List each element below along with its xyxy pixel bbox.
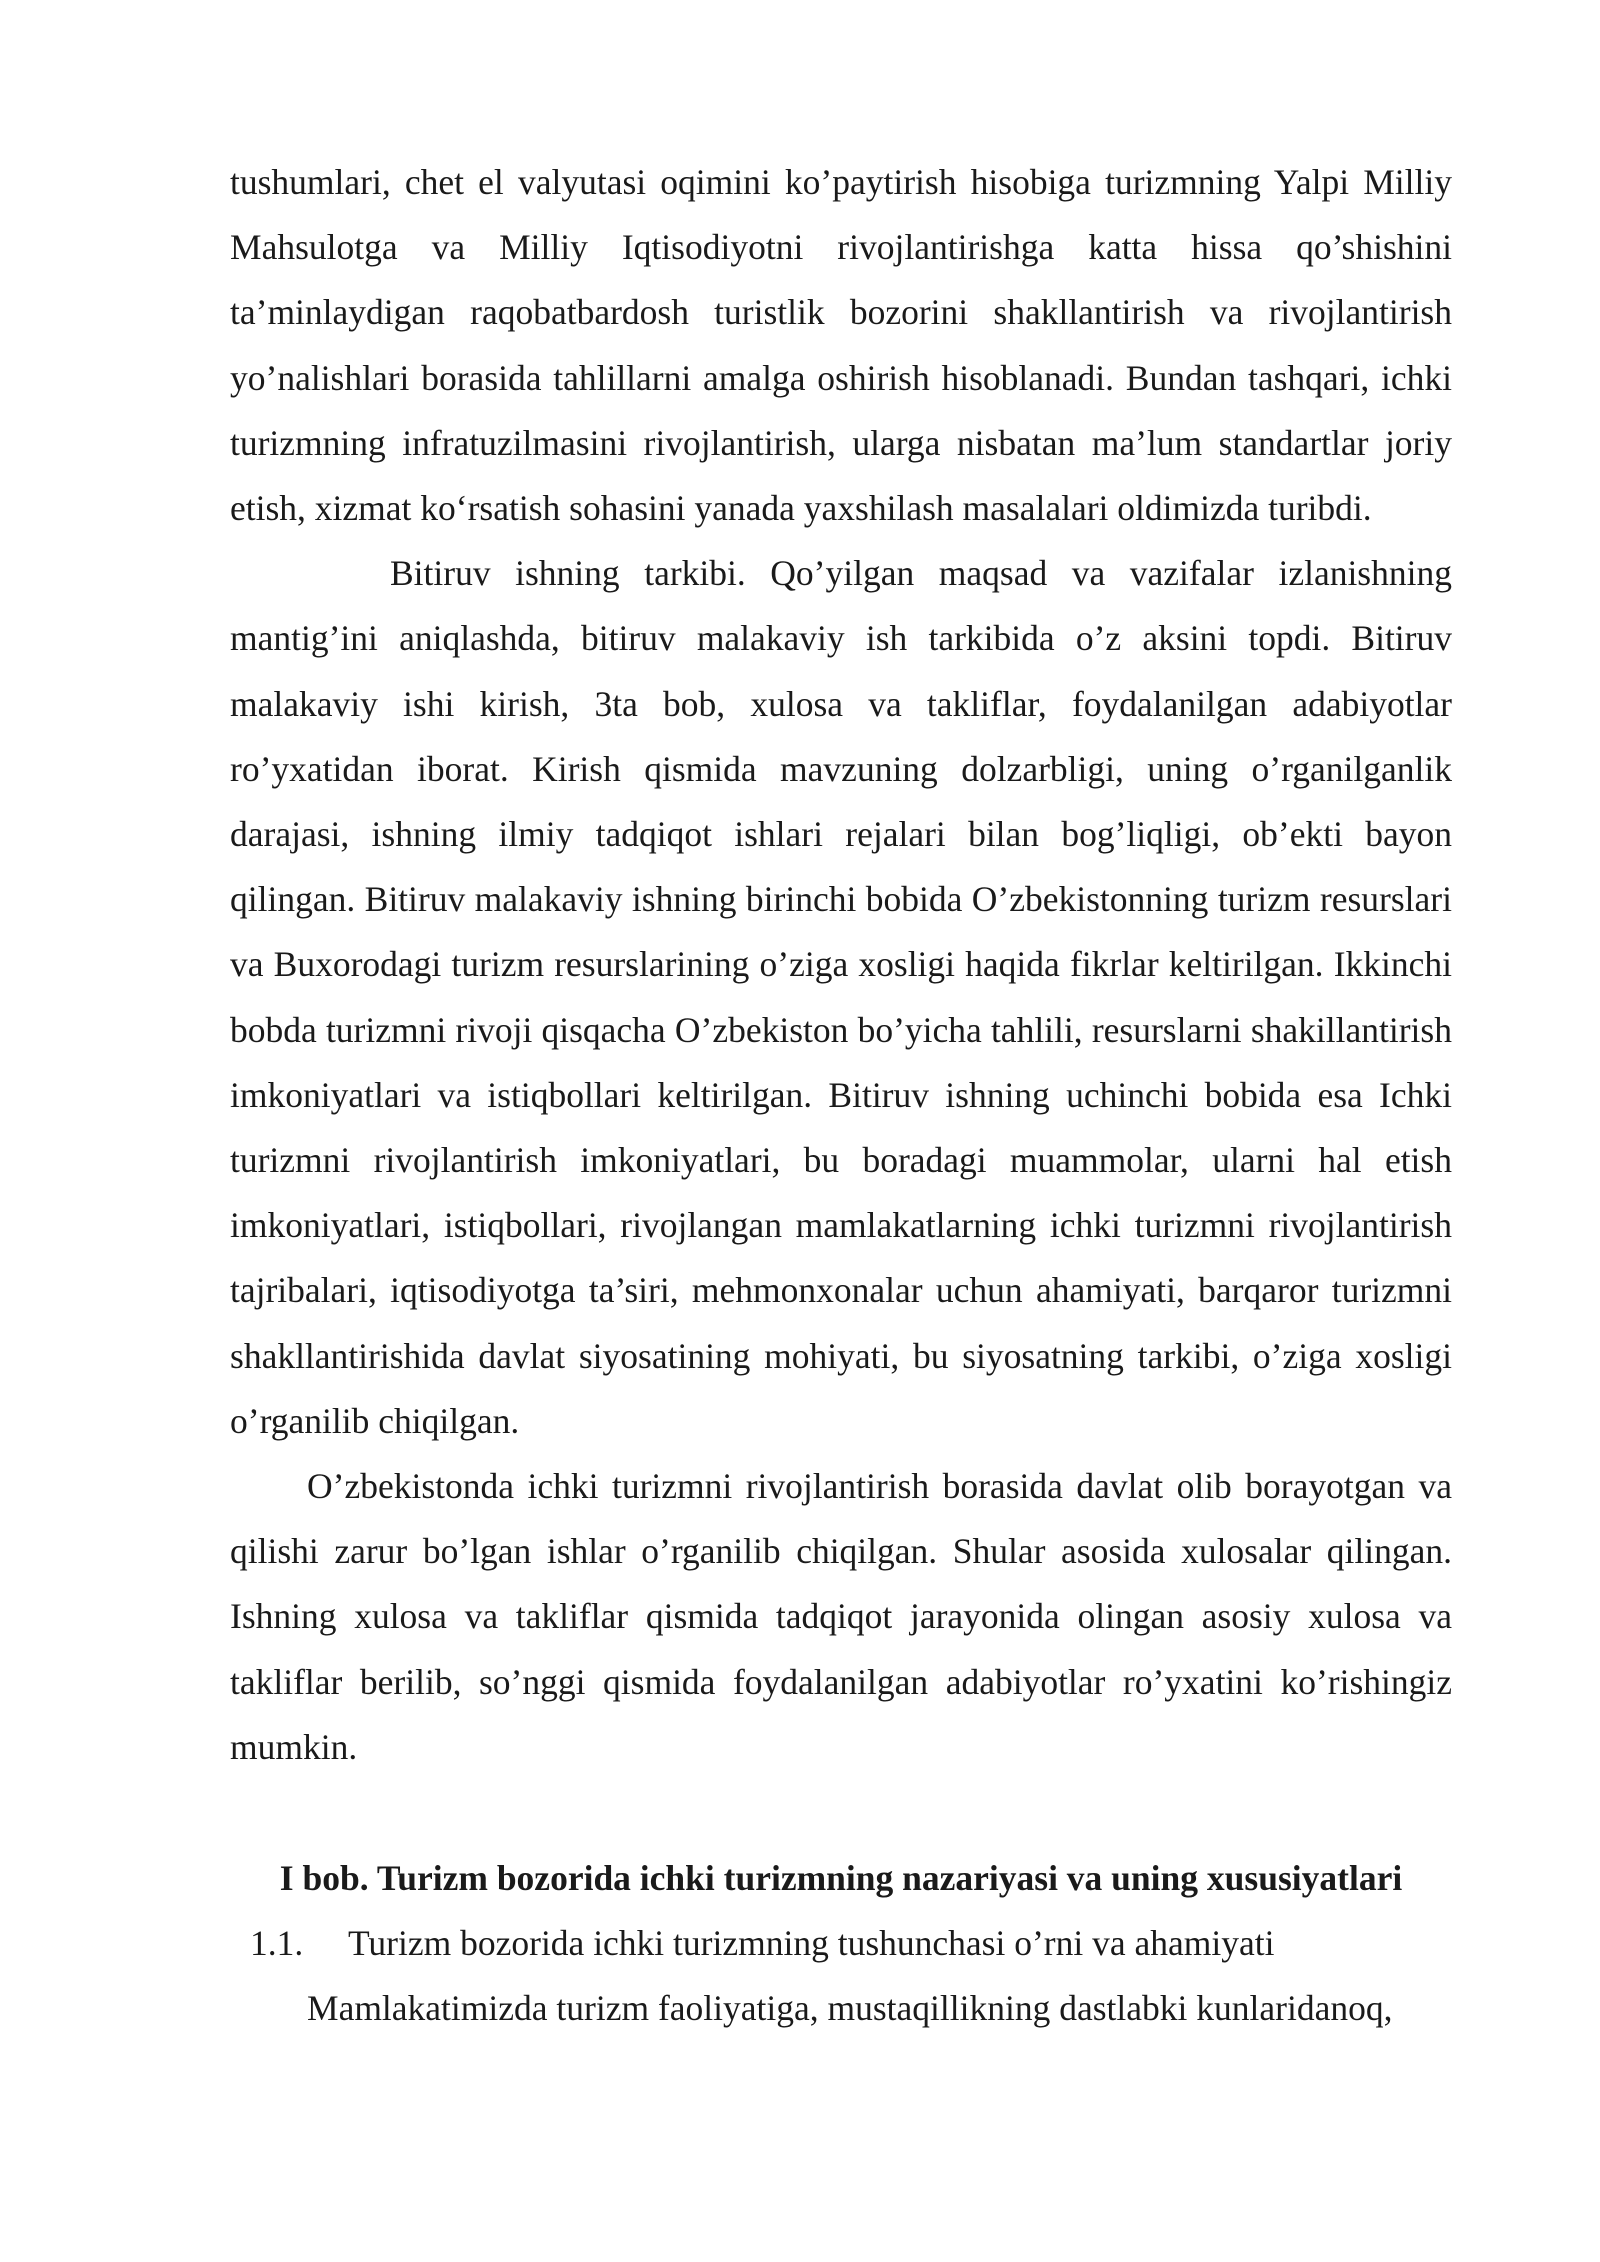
section-heading [230, 1911, 1452, 1976]
paragraph-section-start: Mamlakatimizda turizm faoliyatiga, mustaqillikning dastlabki kunlaridanoq, [307, 1988, 1393, 2029]
paragraph-uzbekistan-tourism: O’zbekistonda ichki turizmni rivojlantirish borasida davlat olib borayotgan va qilishi zarur bo’lgan ishlar o’rganilib chiqilgan. Shular asosida xulosalar qilingan. Ishning xulosa va takliflar qismida tadqiqot jarayonida olingan asosiy xulosa va takliflar berilib, so’nggi qismida foydalanilgan adabiyotlar ro’yxatini ko’rishingiz mumkin. [230, 1466, 1452, 1767]
paragraph-thesis-structure: Bitiruv ishning tarkibi. Qo’yilgan maqsad va vazifalar izlanishning mantig’ini aniqlashda, bitiruv malakaviy ish tarkibida o’z aksini topdi. Bitiruv malakaviy ishi kirish, 3ta bob, xulosa va takliflar, foydalanilgan adabiyotlar ro’yxatidan iborat. Kirish qismida mavzuning dolzarbligi, uning o’rganilganlik darajasi, ishning ilmiy tadqiqot ishlari rejalari bilan bog’liqligi, ob’ekti bayon qilingan. Bitiruv malakaviy ishning birinchi bobida O’zbekistonning turizm resurslari va Buxorodagi turizm resurslarining o’ziga xosligi haqida fikrlar keltirilgan. Ikkinchi bobda turizmni rivoji qisqacha O’zbekiston bo’yicha tahlili, resurslarni shakillantirish imkoniyatlari va istiqbollari keltirilgan. Bitiruv ishning uchinchi bobida esa Ichki turizmni rivojlantirish imkoniyatlari, bu boradagi muammolar, ularni hal etish imkoniyatlari, istiqbollari, rivojlangan mamlakatlarning ichki turizmni rivojlantirish tajribalari, iqtisodiyotga ta’siri, mehmonxonalar uchun ahamiyati, barqaror turizmni shakllantirishida davlat siyosatining mohiyati, bu siyosatning tarkibi, o’ziga xosligi o’rganilib chiqilgan. [230, 553, 1452, 1441]
section-title: Turizm bozorida ichki turizmning tushunchasi o’rni va ahamiyati [348, 1923, 1275, 1964]
section-number: 1.1. [250, 1923, 304, 1964]
paragraph-intro-continued: tushumlari, chet el valyutasi oqimini ko’paytirish hisobiga turizmning Yalpi Milliy Mahsulotga va Milliy Iqtisodiyotni rivojlantirishga katta hissa qo’shishini ta’minlaydigan raqobatbardosh turistlik bozorini shakllantirish va rivojlantirish yo’nalishlari borasida tahlillarni amalga oshirish hisoblanadi. Bundan tashqari, ichki turizmning infratuzilmasini rivojlantirish, ularga nisbatan ma’lum standartlar joriy etish, xizmat ko‘rsatish sohasini yanada yaxshilash masalalari oldimizda turibdi. [230, 162, 1452, 529]
document-page [230, 150, 1452, 2042]
chapter-heading: I bob. Turizm bozorida ichki turizmning nazariyasi va uning xususiyatlari [279, 1858, 1403, 1899]
